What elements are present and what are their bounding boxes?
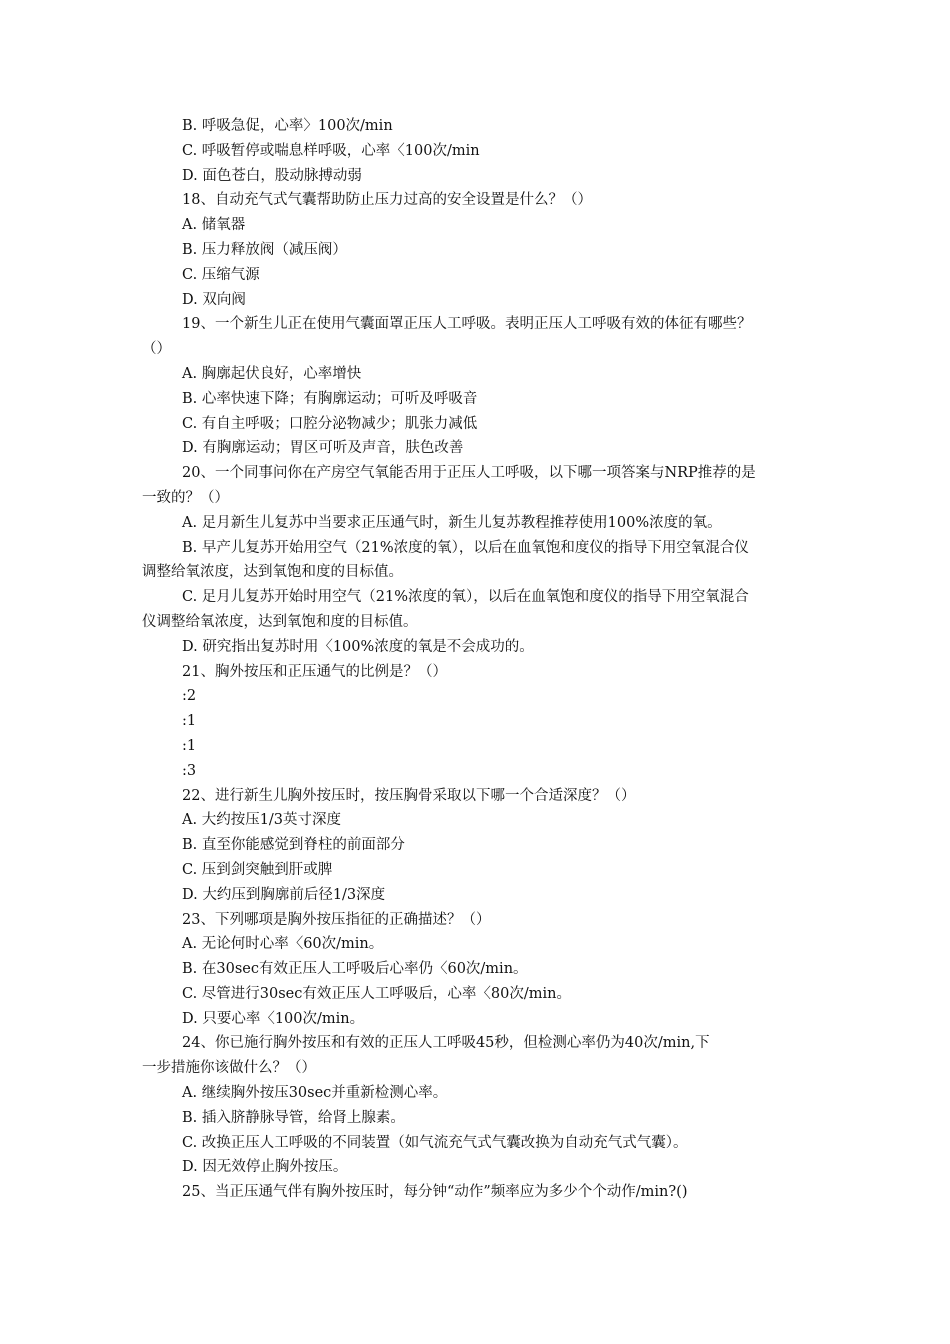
option-line: A. 继续胸外按压30sec并重新检测心率。 (182, 1085, 448, 1102)
continuation-line: 一致的？（） (142, 489, 229, 506)
option-line: B. 在30sec有效正压人工呼吸后心率仍〈60次/min。 (182, 961, 528, 978)
option-line: A. 无论何时心率〈60次/min。 (182, 936, 384, 953)
option-line: C. 呼吸暂停或喘息样呼吸，心率〈100次/min (182, 142, 480, 159)
question-line: 22、进行新生儿胸外按压时，按压胸骨采取以下哪一个合适深度？（） (182, 787, 636, 804)
option-line: C. 压到剑突触到肝或脾 (182, 861, 333, 878)
option-line: C. 压缩气源 (182, 266, 260, 283)
question-line: 18、自动充气式气囊帮助防止压力过高的安全设置是什么？（） (182, 192, 592, 209)
option-line: D. 双向阀 (182, 291, 246, 308)
option-line: D. 研究指出复苏时用〈100%浓度的氧是不会成功的。 (182, 638, 534, 655)
option-line: A. 大约按压1/3英寸深度 (182, 812, 342, 829)
option-line: D. 大约压到胸廓前后径1/3深度 (182, 886, 386, 903)
continuation-line: 一步措施你该做什么？（） (142, 1060, 316, 1077)
option-line: C. 足月儿复苏开始时用空气（21%浓度的氧），以后在血氧饱和度仪的指导下用空氧混合 (182, 589, 749, 606)
option-line: :1 (182, 737, 197, 754)
question-line: 19、一个新生儿正在使用气囊面罩正压人工呼吸。表明正压人工呼吸有效的体征有哪些？ (182, 316, 752, 333)
option-line: C. 尽管进行30sec有效正压人工呼吸后，心率〈80次/min。 (182, 985, 571, 1002)
option-line: D. 面色苍白，股动脉搏动弱 (182, 167, 362, 184)
option-line: D. 只要心率〈100次/min。 (182, 1010, 365, 1027)
question-line: 25、当正压通气伴有胸外按压时，每分钟“动作”频率应为多少个个动作/min?() (182, 1184, 688, 1201)
continuation-line: （） (142, 341, 171, 358)
option-line: A. 足月新生儿复苏中当要求正压通气时，新生儿复苏教程推荐使用100%浓度的氧。 (182, 514, 722, 531)
option-line: :2 (182, 688, 197, 705)
document-body (142, 114, 812, 1205)
option-line: B. 压力释放阀（减压阀） (182, 241, 347, 258)
option-line: B. 插入脐静脉导管，给肾上腺素。 (182, 1109, 405, 1126)
question-line: 21、胸外按压和正压通气的比例是？（） (182, 663, 447, 680)
option-line: D. 有胸廓运动；胃区可听及声音，肤色改善 (182, 440, 464, 457)
option-line: :1 (182, 713, 197, 730)
option-line: B. 早产儿复苏开始用空气（21%浓度的氧），以后在血氧饱和度仪的指导下用空氧混合仪 (182, 539, 749, 556)
option-line: D. 因无效停止胸外按压。 (182, 1159, 348, 1176)
option-line: C. 改换正压人工呼吸的不同装置（如气流充气式气囊改换为自动充气式气囊）。 (182, 1134, 688, 1151)
option-line: B. 呼吸急促，心率〉100次/min (182, 118, 393, 134)
question-line: 20、一个同事问你在产房空气氧能否用于正压人工呼吸，以下哪一项答案与NRP推荐的是 (182, 465, 756, 482)
question-line: 24、你已施行胸外按压和有效的正压人工呼吸45秒，但检测心率仍为40次/min,下 (182, 1035, 710, 1052)
option-line: C. 有自主呼吸；口腔分泌物减少；肌张力减低 (182, 415, 478, 432)
continuation-line: 仪调整给氧浓度，达到氧饱和度的目标值。 (142, 613, 418, 630)
option-line: :3 (182, 762, 197, 779)
question-line: 23、下列哪项是胸外按压指征的正确描述？（） (182, 911, 491, 928)
option-line: A. 胸廓起伏良好，心率增快 (182, 365, 362, 382)
option-line: B. 心率快速下降；有胸廓运动；可听及呼吸音 (182, 390, 478, 407)
continuation-line: 调整给氧浓度，达到氧饱和度的目标值。 (142, 564, 403, 581)
option-line: B. 直至你能感觉到脊柱的前面部分 (182, 837, 405, 854)
option-line: A. 储氧器 (182, 217, 246, 234)
